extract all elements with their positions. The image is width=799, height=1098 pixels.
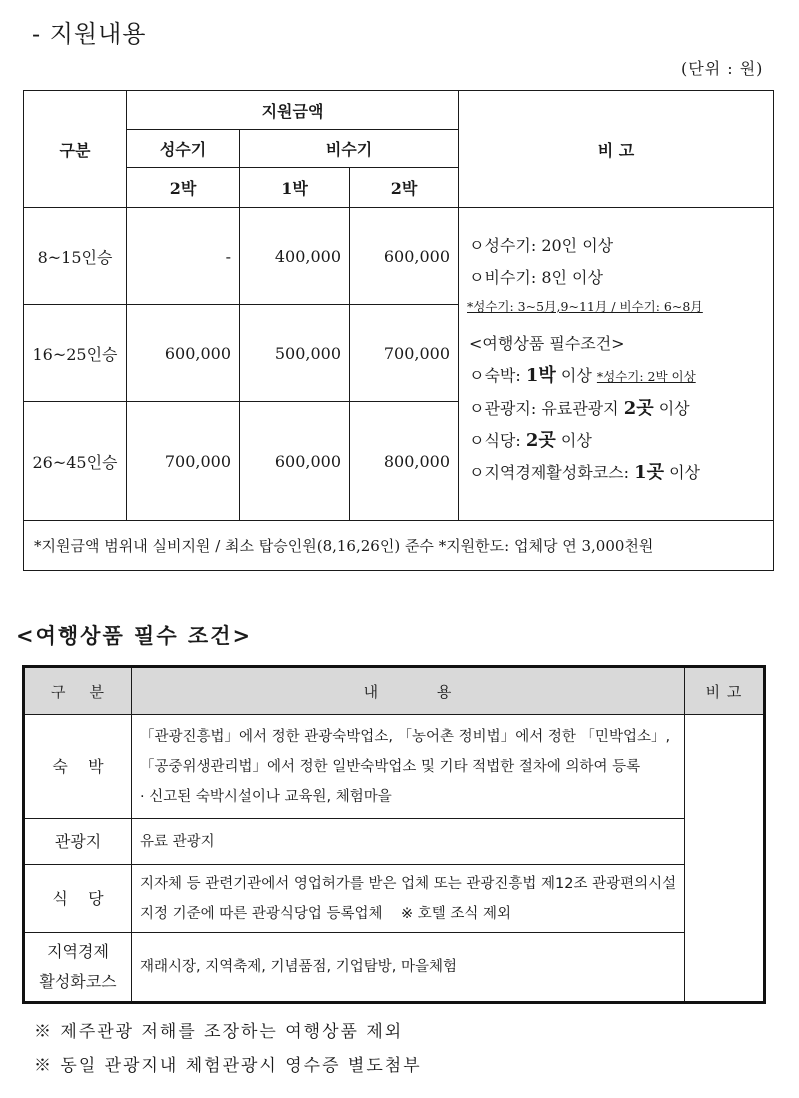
category-line: 지역경제 (47, 942, 109, 961)
remark-lodging (469, 360, 773, 393)
unit-note: (단위 : 원) (681, 59, 764, 78)
row-category: 8~15인승 (24, 208, 127, 305)
peak-2night-value: 700,000 (127, 402, 240, 521)
remarks-cell (685, 715, 765, 1003)
peak-2night-value: 600,000 (127, 305, 240, 402)
row-content (132, 865, 685, 933)
row-category: 26~45인승 (24, 402, 127, 521)
header-remarks: 비 고 (685, 667, 765, 715)
support-footnote: *지원금액 범위내 실비지원 / 최소 탑승인원(8,16,26인) 준수 *지원한도: 업체당 연 3,000천원 (24, 521, 774, 571)
content-line: · 신고된 숙박시설이나 교육원, 체험마을 (140, 788, 392, 805)
conditions-table (22, 665, 766, 1004)
offpeak-1night-value: 500,000 (240, 305, 350, 402)
support-amount-table (23, 90, 774, 571)
content-line: 「관광진흥법」에서 정한 관광숙박업소, 「농어촌 정비법」에서 정한 「민박업소」, (140, 728, 671, 745)
header-peak-2night: 2박 (127, 168, 240, 208)
remark-peak-min: ㅇ성수기: 20인 이상 (469, 236, 614, 255)
content-line: 재래시장, 지역축제, 기념품점, 기업탐방, 마을체험 (140, 959, 458, 975)
table-row (24, 819, 765, 865)
section-title: - 지원내용 (32, 20, 147, 48)
remark-attraction-label: ㅇ관광지: 유료관광지 (469, 399, 624, 418)
offpeak-2night-value: 700,000 (350, 305, 459, 402)
content-line: 「공중위생관리법」에서 정한 일반숙박업소 및 기타 적법한 절차에 의하여 등록 (140, 758, 641, 775)
header-category: 구분 (24, 91, 127, 208)
remark-lodging-label: ㅇ숙박: (469, 366, 526, 385)
header-offpeak-1night: 1박 (240, 168, 350, 208)
remark-restaurant-suffix: 이상 (555, 431, 592, 450)
content-line: 지자체 등 관련기관에서 영업허가를 받은 업체 또는 관광진흥법 제12조 관광편의시설 (140, 875, 677, 892)
row-content (132, 715, 685, 819)
content-line: 지정 기준에 따른 관광식당업 등록업체 ※ 호텔 조식 제외 (140, 905, 512, 922)
remark-offpeak-min: ㅇ비수기: 8인 이상 (469, 268, 603, 287)
table-row (24, 933, 765, 1003)
header-offpeak-2night: 2박 (350, 168, 459, 208)
peak-2night-value: - (127, 208, 240, 305)
remark-attraction (469, 393, 773, 425)
footnote-2: ※ 동일 관광지내 체험관광시 영수증 별도첨부 (34, 1056, 422, 1076)
remark-lodging-suffix: 이상 (555, 366, 597, 385)
content-line: 유료 관광지 (140, 833, 215, 850)
header-offpeak: 비수기 (240, 130, 459, 168)
row-category: 관광지 (24, 819, 132, 865)
header-content: 내 용 (132, 667, 685, 715)
header-remarks: 비 고 (459, 91, 774, 208)
offpeak-1night-value: 400,000 (240, 208, 350, 305)
table-row (24, 715, 765, 819)
table-row (24, 865, 765, 933)
row-category: 16~25인승 (24, 305, 127, 402)
header-category: 구 분 (24, 667, 132, 715)
category-line: 활성화코스 (39, 972, 117, 991)
remark-conditions-title: <여행상품 필수조건> (469, 334, 625, 353)
remark-course (469, 457, 773, 489)
remark-attraction-value: 2곳 (623, 398, 654, 419)
offpeak-2night-value: 800,000 (350, 402, 459, 521)
remark-course-label: ㅇ지역경제활성화코스: (469, 463, 635, 482)
remark-course-value: 1곳 (634, 462, 664, 483)
remark-lodging-value: 1박 (525, 365, 556, 386)
row-content (132, 819, 685, 865)
header-peak: 성수기 (127, 130, 240, 168)
offpeak-2night-value: 600,000 (350, 208, 459, 305)
row-content (132, 933, 685, 1003)
remarks-cell (459, 208, 774, 521)
offpeak-1night-value: 600,000 (240, 402, 350, 521)
remark-restaurant-value: 2곳 (525, 430, 556, 451)
remark-course-suffix: 이상 (663, 463, 700, 482)
row-category (24, 933, 132, 1003)
remark-attraction-suffix: 이상 (653, 399, 690, 418)
row-category: 숙 박 (24, 715, 132, 819)
footnote-1: ※ 제주관광 저해를 조장하는 여행상품 제외 (34, 1022, 404, 1042)
conditions-title: <여행상품 필수 조건> (16, 623, 253, 648)
table-row (24, 208, 774, 305)
remark-lodging-note: *성수기: 2박 이상 (596, 369, 696, 384)
remark-restaurant (469, 425, 773, 457)
row-category: 식 당 (24, 865, 132, 933)
remark-restaurant-label: ㅇ식당: (469, 431, 526, 450)
header-amount: 지원금액 (127, 91, 459, 130)
remark-season-definition: *성수기: 3~5月,9~11月 / 비수기: 6~8月 (467, 299, 703, 314)
